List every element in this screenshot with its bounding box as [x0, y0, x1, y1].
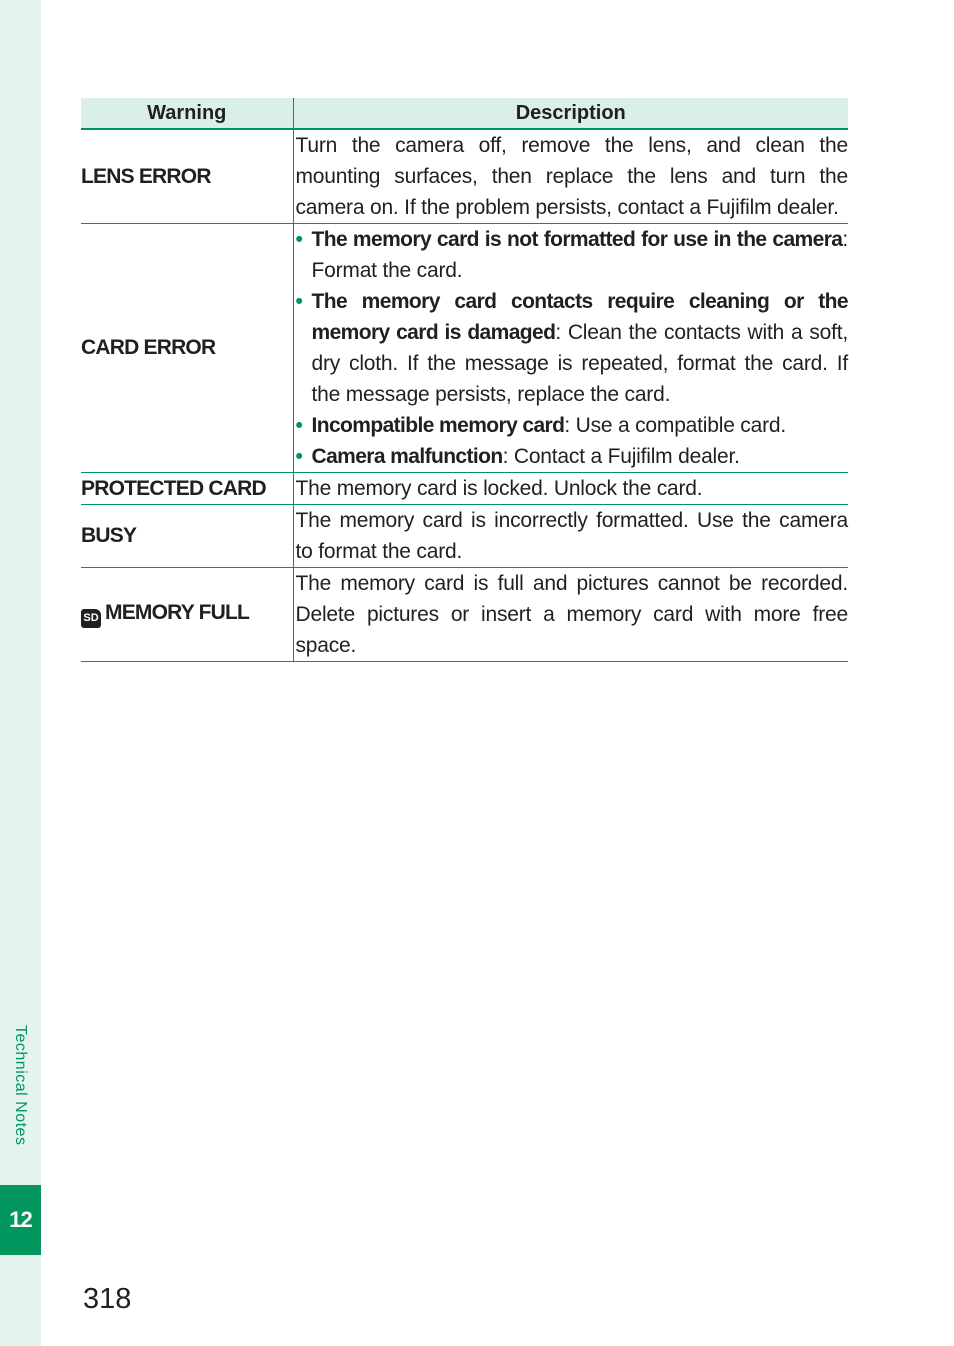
warning-description: The memory card is incorrectly formatted. Use the camera to format the card.	[293, 505, 848, 568]
warning-name: SD MEMORY FULL	[81, 568, 293, 662]
cause-list	[296, 224, 849, 472]
bullet-icon: •	[295, 414, 303, 437]
sd-card-icon: SD	[81, 609, 101, 628]
table-row	[81, 505, 848, 568]
warning-name: LENS ERROR	[81, 129, 293, 224]
section-label: Technical Notes	[12, 1025, 29, 1146]
description-column-header: Description	[293, 98, 848, 129]
warning-description: The memory card is full and pictures cannot be recorded. Delete pictures or insert a memory card with more free space.	[293, 568, 848, 662]
table-header-row	[81, 98, 848, 129]
table-row	[81, 129, 848, 224]
warning-name: BUSY	[81, 505, 293, 568]
warnings-table	[81, 98, 848, 662]
warning-column-header: Warning	[81, 98, 293, 129]
page-number: 318	[83, 1283, 132, 1315]
table-row	[81, 568, 848, 662]
warning-description: Turn the camera off, remove the lens, and clean the mounting surfaces, then replace the lens and turn the camera on. If the problem persists, contact a Fujifilm dealer.	[293, 129, 848, 224]
list-item: • Camera malfunction: Contact a Fujifilm dealer.	[296, 441, 849, 472]
table-row	[81, 473, 848, 505]
bullet-icon: •	[295, 228, 303, 251]
warning-name: PROTECTED CARD	[81, 473, 293, 505]
warning-description	[293, 224, 848, 473]
list-item: • Incompatible memory card: Use a compatible card.	[296, 410, 849, 441]
warning-description: The memory card is locked. Unlock the card.	[293, 473, 848, 505]
bullet-icon: •	[295, 445, 303, 468]
bullet-icon: •	[295, 290, 303, 313]
table-row	[81, 224, 848, 473]
warning-name: CARD ERROR	[81, 224, 293, 473]
list-item: • The memory card is not formatted for use in the camera: Format the card.	[296, 224, 849, 286]
list-item: • The memory card contacts require cleaning or the memory card is damaged: Clean the contacts with a soft, dry cloth. If the message is repeated, format the card. If the message persists, replace the card.	[296, 286, 849, 410]
chapter-tab: 12	[0, 1185, 41, 1255]
